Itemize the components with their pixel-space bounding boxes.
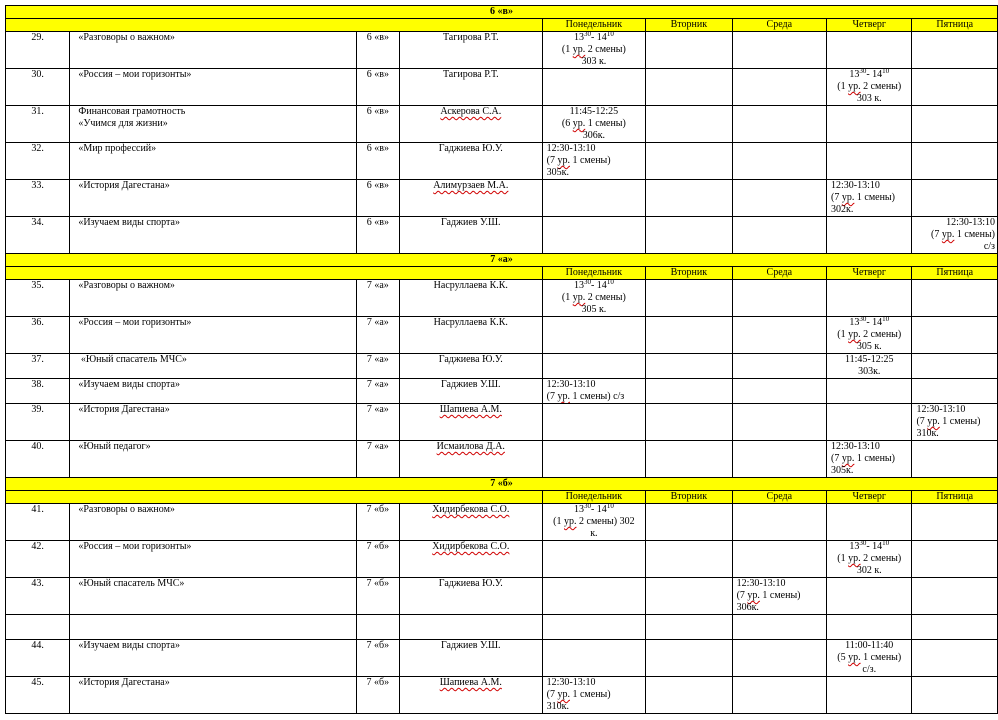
course-name <box>70 354 356 379</box>
class-label: 6 «в» <box>356 69 399 106</box>
class-label: 6 «в» <box>356 217 399 254</box>
section-title: 7 «б» <box>6 478 998 491</box>
class-label: 7 «а» <box>356 404 399 441</box>
course-name-line: «Россия – мои горизонты» <box>78 69 192 80</box>
course-name <box>70 32 356 69</box>
schedule-slot-mon <box>542 441 646 478</box>
schedule-slot-tue <box>646 32 732 69</box>
course-name <box>70 677 356 714</box>
row-number: 45. <box>6 677 70 714</box>
schedule-slot-tue <box>646 354 732 379</box>
schedule-slot-wed <box>732 280 826 317</box>
slot-text-line: 306к. <box>736 602 759 613</box>
slot-text-line: (1 ур. 2 смены) <box>561 44 626 55</box>
section-header-row <box>6 478 998 491</box>
course-name <box>70 69 356 106</box>
table-row <box>6 578 998 615</box>
row-number: 35. <box>6 280 70 317</box>
schedule-slot-wed <box>732 404 826 441</box>
slot-text-line: 12:30-13:10 <box>831 180 880 191</box>
slot-text-line: $13^{30}-$ $14^{10}$ <box>849 540 890 552</box>
row-number: 36. <box>6 317 70 354</box>
slot-text-line: 11:45-12:25 <box>569 106 619 117</box>
schedule-slot-wed <box>732 106 826 143</box>
slot-text-line: 310к. <box>916 428 939 439</box>
course-name-line: «Изучаем виды спорта» <box>78 217 180 228</box>
class-label: 6 «в» <box>356 180 399 217</box>
schedule-slot-fri <box>912 578 998 615</box>
schedule-slot-tue <box>646 69 732 106</box>
schedule-slot-thu <box>827 32 912 69</box>
schedule-slot-tue <box>646 217 732 254</box>
slot-text-line: $13^{30}-$ $14^{10}$ <box>849 316 890 328</box>
slot-text-line: (7 ур. 1 смены) <box>931 229 995 240</box>
slot-text-line: $13^{30}-$ $14^{10}$ <box>573 279 614 291</box>
course-name-line: «Россия – мои горизонты» <box>78 317 192 328</box>
schedule-slot-thu <box>827 541 912 578</box>
schedule-slot-fri <box>912 640 998 677</box>
schedule-slot-thu <box>827 143 912 180</box>
schedule-slot-mon <box>542 106 646 143</box>
table-row <box>6 441 998 478</box>
slot-text-line: 12:30-13:10 <box>736 578 786 589</box>
schedule-slot-mon <box>542 217 646 254</box>
schedule-slot-tue <box>646 615 732 640</box>
schedule-slot-thu <box>827 640 912 677</box>
table-row <box>6 640 998 677</box>
slot-text-line: 12:30-13:10 <box>831 441 880 452</box>
section-title: 7 «а» <box>6 254 998 267</box>
course-name <box>70 504 356 541</box>
row-number: 34. <box>6 217 70 254</box>
slot-text-line: (7 ур. 1 смены) <box>916 416 981 427</box>
section-header-row <box>6 254 998 267</box>
section-title: 6 «в» <box>6 6 998 19</box>
schedule-slot-fri <box>912 379 998 404</box>
schedule-slot-thu <box>827 578 912 615</box>
section-header-row <box>6 6 998 19</box>
slot-text-line: (6 ур. 1 смены) <box>561 118 626 129</box>
schedule-slot-tue <box>646 677 732 714</box>
schedule-slot-tue <box>646 180 732 217</box>
teacher-name <box>399 615 542 640</box>
schedule-slot-mon <box>542 404 646 441</box>
slot-text-line: 303 к. <box>856 93 882 104</box>
schedule-slot-wed <box>732 217 826 254</box>
slot-text-line: (7 ур. 1 смены) <box>736 590 801 601</box>
schedule-slot-thu <box>827 317 912 354</box>
schedule-slot-fri <box>912 217 998 254</box>
table-row <box>6 677 998 714</box>
row-number: 40. <box>6 441 70 478</box>
slot-text-line: 303к. <box>858 366 881 377</box>
row-number: 38. <box>6 379 70 404</box>
schedule-slot-mon <box>542 615 646 640</box>
row-number <box>6 615 70 640</box>
schedule-slot-fri <box>912 280 998 317</box>
class-label: 7 «а» <box>356 280 399 317</box>
slot-text-line: 305 к. <box>856 341 882 352</box>
slot-text-line: 11:45-12:25 <box>844 354 894 365</box>
teacher-name: Тагирова Р.Т. <box>399 69 542 106</box>
slot-text-line: (1 ур. 2 смены) <box>837 329 902 340</box>
schedule-slot-wed <box>732 640 826 677</box>
course-name-line: «История Дагестана» <box>78 677 170 688</box>
schedule-slot-thu <box>827 504 912 541</box>
table-row <box>6 143 998 180</box>
slot-text-line: к. <box>590 528 598 539</box>
table-row <box>6 541 998 578</box>
schedule-slot-wed <box>732 317 826 354</box>
class-label: 7 «б» <box>356 640 399 677</box>
class-label: 6 «в» <box>356 32 399 69</box>
schedule-slot-fri <box>912 504 998 541</box>
row-number: 41. <box>6 504 70 541</box>
slot-text-line: с/з. <box>862 664 877 675</box>
schedule-slot-wed <box>732 677 826 714</box>
schedule-slot-thu <box>827 280 912 317</box>
table-row <box>6 180 998 217</box>
slot-text-line: 12:30-13:10 <box>916 404 966 415</box>
weekday-header-cell: Вторник <box>646 491 732 504</box>
weekday-header-cell: Среда <box>732 267 826 280</box>
weekday-header-cell: Четверг <box>827 267 912 280</box>
course-name-line: «История Дагестана» <box>78 180 170 191</box>
course-name <box>70 615 356 640</box>
teacher-name: Алимурзаев М.А. <box>399 180 542 217</box>
weekday-header-blank <box>6 267 543 280</box>
slot-text-line: 310к. <box>546 701 569 712</box>
schedule-slot-mon <box>542 143 646 180</box>
weekday-header-cell: Понедельник <box>542 19 646 32</box>
slot-text-line: 12:30-13:10 <box>946 217 995 228</box>
table-row <box>6 280 998 317</box>
schedule-slot-mon <box>542 640 646 677</box>
schedule-slot-fri <box>912 541 998 578</box>
schedule-slot-wed <box>732 180 826 217</box>
class-label: 6 «в» <box>356 106 399 143</box>
course-name-line: «Россия – мои горизонты» <box>78 541 192 552</box>
weekday-header-cell: Четверг <box>827 19 912 32</box>
row-number: 29. <box>6 32 70 69</box>
weekday-header-blank <box>6 19 543 32</box>
row-number: 43. <box>6 578 70 615</box>
slot-text-line: (7 ур. 1 смены) <box>831 453 895 464</box>
table-row <box>6 217 998 254</box>
slot-text-line: (1 ур. 2 смены) <box>561 292 626 303</box>
course-name-line: «Юный спасатель МЧС» <box>78 578 185 589</box>
course-name <box>70 640 356 677</box>
weekday-header-cell: Понедельник <box>542 267 646 280</box>
row-number: 44. <box>6 640 70 677</box>
slot-text-line: 11:00-11:40 <box>845 640 894 651</box>
course-name-line: «Мир профессий» <box>78 143 157 154</box>
teacher-name: Хидирбекова С.О. <box>399 504 542 541</box>
row-number: 37. <box>6 354 70 379</box>
class-label: 7 «б» <box>356 504 399 541</box>
class-label: 7 «б» <box>356 677 399 714</box>
schedule-slot-fri <box>912 404 998 441</box>
course-name-line: «Изучаем виды спорта» <box>78 379 180 390</box>
class-label: 7 «а» <box>356 317 399 354</box>
schedule-slot-thu <box>827 677 912 714</box>
slot-text-line: $13^{30}-$ $14^{10}$ <box>573 503 614 515</box>
schedule-slot-thu <box>827 69 912 106</box>
teacher-name: Хидирбекова С.О. <box>399 541 542 578</box>
table-row <box>6 504 998 541</box>
schedule-slot-wed <box>732 441 826 478</box>
course-name-line: «Изучаем виды спорта» <box>78 640 180 651</box>
schedule-slot-tue <box>646 640 732 677</box>
row-number: 32. <box>6 143 70 180</box>
teacher-name: Гаджиева Ю.У. <box>399 354 542 379</box>
slot-text-line: 305к. <box>546 167 569 178</box>
schedule-slot-tue <box>646 317 732 354</box>
slot-text-line: 12:30-13:10 <box>546 379 596 390</box>
schedule-slot-thu <box>827 441 912 478</box>
row-number: 42. <box>6 541 70 578</box>
table-row <box>6 354 998 379</box>
course-name-line: «Разговоры о важном» <box>78 32 175 43</box>
schedule-slot-wed <box>732 354 826 379</box>
schedule-slot-tue <box>646 441 732 478</box>
schedule-slot-wed <box>732 143 826 180</box>
table-row <box>6 32 998 69</box>
table-row <box>6 106 998 143</box>
slot-text-line: (1 ур. 2 смены) <box>837 81 902 92</box>
schedule-slot-mon <box>542 69 646 106</box>
weekday-header-cell: Среда <box>732 19 826 32</box>
slot-text-line: 303 к. <box>581 56 607 67</box>
class-label: 7 «б» <box>356 541 399 578</box>
row-number: 30. <box>6 69 70 106</box>
class-label <box>356 615 399 640</box>
schedule-slot-tue <box>646 280 732 317</box>
schedule-slot-wed <box>732 504 826 541</box>
weekday-header-cell: Среда <box>732 491 826 504</box>
schedule-slot-fri <box>912 441 998 478</box>
schedule-slot-mon <box>542 504 646 541</box>
weekday-header-cell: Четверг <box>827 491 912 504</box>
class-label: 7 «а» <box>356 441 399 478</box>
schedule-slot-thu <box>827 217 912 254</box>
slot-text-line: (5 ур. 1 смены) <box>837 652 902 663</box>
slot-text-line: 306к. <box>582 130 606 141</box>
row-number: 31. <box>6 106 70 143</box>
schedule-slot-thu <box>827 404 912 441</box>
table-row <box>6 69 998 106</box>
course-name-line: Финансовая грамотность <box>78 106 186 117</box>
schedule-slot-fri <box>912 180 998 217</box>
slot-text-line: 302к. <box>831 204 854 215</box>
table-row <box>6 379 998 404</box>
weekday-header-cell: Пятница <box>912 19 998 32</box>
schedule-slot-fri <box>912 354 998 379</box>
course-name <box>70 106 356 143</box>
schedule-slot-fri <box>912 317 998 354</box>
schedule-slot-thu <box>827 354 912 379</box>
schedule-body <box>6 6 998 714</box>
table-row <box>6 615 998 640</box>
schedule-slot-tue <box>646 504 732 541</box>
course-name <box>70 143 356 180</box>
slot-text-line: (1 ур. 2 смены) 302 <box>553 516 635 527</box>
course-name <box>70 541 356 578</box>
slot-text-line: (7 ур. 1 смены) <box>831 192 895 203</box>
teacher-name: Гаджиева Ю.У. <box>399 143 542 180</box>
teacher-name: Шапиева А.М. <box>399 677 542 714</box>
schedule-slot-mon <box>542 677 646 714</box>
weekday-header-cell: Пятница <box>912 491 998 504</box>
course-name <box>70 578 356 615</box>
course-name <box>70 317 356 354</box>
slot-text-line: 305 к. <box>581 304 607 315</box>
class-label: 7 «а» <box>356 354 399 379</box>
schedule-slot-tue <box>646 379 732 404</box>
schedule-slot-tue <box>646 106 732 143</box>
schedule-slot-mon <box>542 280 646 317</box>
schedule-slot-mon <box>542 541 646 578</box>
weekday-header-row <box>6 19 998 32</box>
schedule-slot-mon <box>542 32 646 69</box>
teacher-name: Аскерова С.А. <box>399 106 542 143</box>
schedule-slot-tue <box>646 404 732 441</box>
course-name-line: «Разговоры о важном» <box>78 504 175 515</box>
schedule-slot-mon <box>542 578 646 615</box>
schedule-slot-fri <box>912 69 998 106</box>
schedule-slot-fri <box>912 615 998 640</box>
slot-text-line: (7 ур. 1 смены) <box>546 689 611 700</box>
teacher-name: Исмаилова Д.А. <box>399 441 542 478</box>
course-name-line: «Разговоры о важном» <box>78 280 175 291</box>
schedule-slot-tue <box>646 143 732 180</box>
schedule-slot-wed <box>732 541 826 578</box>
course-name <box>70 217 356 254</box>
schedule-slot-thu <box>827 615 912 640</box>
slot-text-line: 12:30-13:10 <box>546 677 596 688</box>
schedule-slot-fri <box>912 677 998 714</box>
schedule-slot-thu <box>827 379 912 404</box>
schedule-slot-mon <box>542 379 646 404</box>
slot-text-line: $13^{30}-$ $14^{10}$ <box>849 68 890 80</box>
schedule-slot-wed <box>732 379 826 404</box>
teacher-name: Насруллаева К.К. <box>399 280 542 317</box>
weekday-header-cell: Пятница <box>912 267 998 280</box>
teacher-name: Гаджиева Ю.У. <box>399 578 542 615</box>
course-name-line: «История Дагестана» <box>78 404 170 415</box>
slot-text-line: (7 ур. 1 смены) с/з <box>546 391 625 402</box>
weekday-header-cell: Вторник <box>646 267 732 280</box>
schedule-slot-wed <box>732 615 826 640</box>
weekday-header-row <box>6 491 998 504</box>
course-name-line: «Юный спасатель МЧС» <box>78 354 187 365</box>
course-name-line: «Учимся для жизни» <box>78 118 168 129</box>
course-name <box>70 441 356 478</box>
table-row <box>6 404 998 441</box>
slot-text-line: с/з <box>983 241 995 252</box>
class-label: 6 «в» <box>356 143 399 180</box>
course-name <box>70 180 356 217</box>
schedule-slot-fri <box>912 106 998 143</box>
teacher-name: Шапиева А.М. <box>399 404 542 441</box>
slot-text-line: (1 ур. 2 смены) <box>837 553 902 564</box>
schedule-slot-tue <box>646 541 732 578</box>
schedule-slot-fri <box>912 32 998 69</box>
row-number: 39. <box>6 404 70 441</box>
schedule-slot-fri <box>912 143 998 180</box>
schedule-slot-thu <box>827 106 912 143</box>
teacher-name: Гаджиев У.Ш. <box>399 217 542 254</box>
slot-text-line: 12:30-13:10 <box>546 143 596 154</box>
row-number: 33. <box>6 180 70 217</box>
course-name <box>70 404 356 441</box>
teacher-name: Тагирова Р.Т. <box>399 32 542 69</box>
slot-text-line: 305к. <box>831 465 854 476</box>
teacher-name: Насруллаева К.К. <box>399 317 542 354</box>
schedule-slot-wed <box>732 32 826 69</box>
table-row <box>6 317 998 354</box>
class-label: 7 «б» <box>356 578 399 615</box>
course-name <box>70 280 356 317</box>
course-name-line: «Юный педагог» <box>78 441 151 452</box>
schedule-slot-tue <box>646 578 732 615</box>
teacher-name: Гаджиев У.Ш. <box>399 379 542 404</box>
schedule-slot-mon <box>542 317 646 354</box>
schedule-slot-mon <box>542 354 646 379</box>
course-name <box>70 379 356 404</box>
teacher-name: Гаджиев У.Ш. <box>399 640 542 677</box>
schedule-table <box>5 5 998 714</box>
weekday-header-row <box>6 267 998 280</box>
slot-text-line: $13^{30}-$ $14^{10}$ <box>573 31 614 43</box>
schedule-slot-wed <box>732 578 826 615</box>
slot-text-line: 302 к. <box>856 565 882 576</box>
schedule-slot-mon <box>542 180 646 217</box>
schedule-slot-thu <box>827 180 912 217</box>
weekday-header-blank <box>6 491 543 504</box>
slot-text-line: (7 ур. 1 смены) <box>546 155 611 166</box>
schedule-slot-wed <box>732 69 826 106</box>
weekday-header-cell: Вторник <box>646 19 732 32</box>
class-label: 7 «а» <box>356 379 399 404</box>
weekday-header-cell: Понедельник <box>542 491 646 504</box>
